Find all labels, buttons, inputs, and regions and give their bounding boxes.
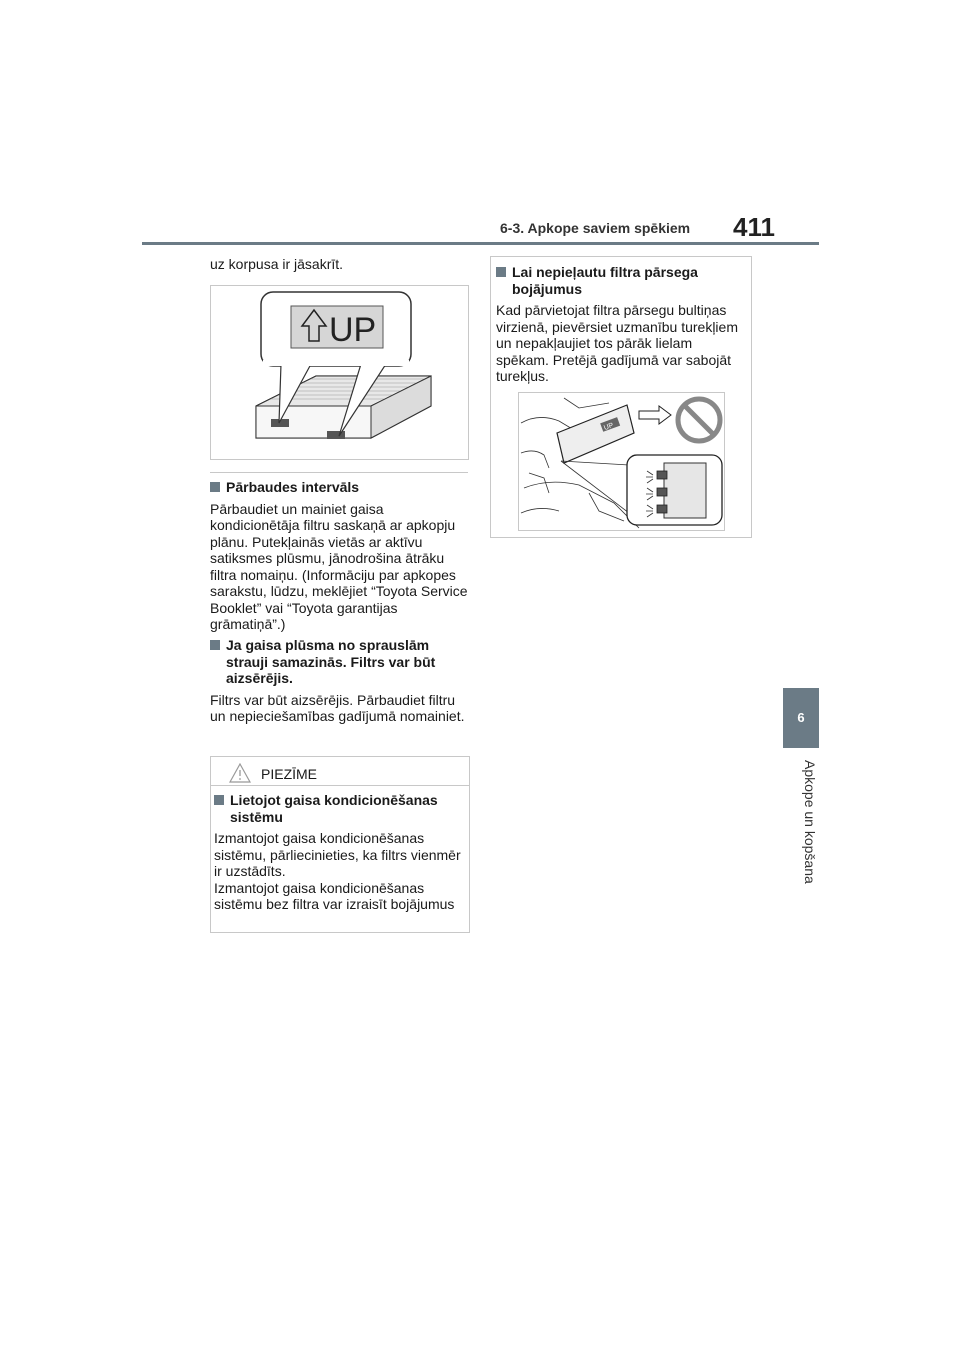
- right-panel: [490, 256, 752, 538]
- svg-text:UP: UP: [603, 422, 615, 433]
- section-heading: Pārbaudes intervāls: [210, 479, 468, 496]
- section-title: 6-3. Apkope saviem spēkiem: [500, 220, 691, 236]
- section-airflow: [210, 637, 468, 725]
- filter-label-right: [327, 431, 345, 439]
- filter-illustration: [211, 286, 468, 459]
- header-rule: [142, 242, 819, 245]
- cover-figure: [518, 392, 725, 531]
- divider: [210, 472, 468, 473]
- square-bullet-icon: [214, 795, 224, 805]
- section-text: Filtrs var būt aizsērējis. Pārbaudiet filtru un nepieciešamības gadījumā nomainiet.: [210, 691, 465, 724]
- square-bullet-icon: [496, 267, 506, 277]
- note-divider: [211, 785, 469, 786]
- intro-text: uz korpusa ir jāsakrīt.: [210, 256, 344, 272]
- section-inspection-interval: [210, 479, 468, 633]
- square-bullet-icon: [210, 640, 220, 650]
- section-text: Kad pārvietojat filtra pārsegu bultiņas virzienā, pievērsiet uzmanību turekļiem un nepakļaujiet tos pārāk lielam spēkam. Pretējā gadījumā var sabojāt turekļus.: [496, 302, 738, 384]
- section-text: Pārbaudiet un mainiet gaisa kondicionētāja filtru saskaņā ar apkopju plānu. Putekļainās vietās ar aktīvu satiksmes plūsmu, jānodrošina ātrāku filtra nomaiņu. (Informāciju par apkopes sarakstu, lūdzu, meklējiet “Toyota Service Booklet” vai “Toyota garantijas grāmatiņā”.): [210, 500, 468, 632]
- warning-triangle-icon: [229, 763, 251, 783]
- note-text-1: Izmantojot gaisa kondicionēšanas sistēmu, pārliecinieties, ka filtrs vienmēr ir uzstādīts.: [214, 830, 461, 879]
- cover-illustration: [519, 393, 724, 530]
- section-heading: Lai nepieļautu filtra pārsega bojājumus: [496, 264, 741, 297]
- page-number: 411: [733, 212, 775, 242]
- chapter-tab: 6: [783, 688, 819, 748]
- square-bullet-icon: [210, 482, 220, 492]
- filter-figure: [210, 285, 469, 460]
- section-heading: Ja gaisa plūsma no sprauslām strauji samazinās. Filtrs var būt aizsērējis.: [210, 637, 468, 687]
- chapter-label: Apkope un kopšana: [802, 760, 818, 884]
- up-label: UP: [329, 311, 377, 349]
- note-box: [210, 756, 470, 933]
- note-title: PIEZĪME: [261, 766, 318, 782]
- note-content: [214, 792, 464, 913]
- note-text-2: Izmantojot gaisa kondicionēšanas sistēmu bez filtra var izraisīt bojājumus: [214, 879, 455, 912]
- note-heading: Lietojot gaisa kondicionēšanas sistēmu: [214, 792, 464, 825]
